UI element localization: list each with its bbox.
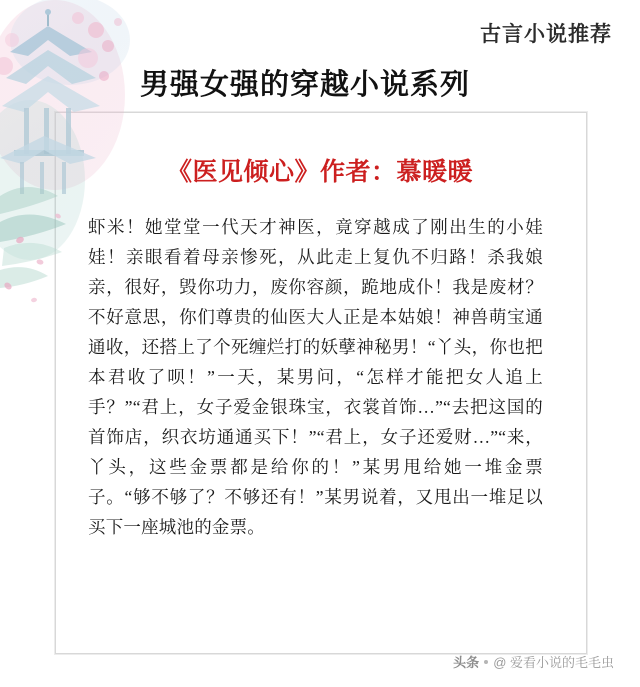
watermark-author: @ 爱看小说的毛毛虫 (493, 655, 614, 670)
watermark (453, 652, 614, 671)
page-kicker: 古言小说推荐 (480, 22, 612, 46)
page-title: 男强女强的穿越小说系列 (139, 69, 470, 101)
toutiao-logo: 头条 (453, 655, 480, 670)
book-title-and-author: 《医见倾心》作者：慕暖暖 (166, 159, 473, 186)
separator-dot-icon (484, 660, 488, 664)
book-synopsis: 虾米！她堂堂一代天才神医，竟穿越成了刚出生的小娃娃！亲眼看着母亲惨死，从此走上复仇不归路！杀我娘亲，很好，毁你功力，废你容颜，跪地成仆！我是废材？不好意思，你们尊贵的仙医大人正是本姑娘！神兽萌宝通通收，还搭上了个死缠烂打的妖孽神秘男！“丫头，你也把本君收了呗！”一天，某男问，“怎样才能把女人追上手？”“君上，女子爱金银珠宝，衣裳首饰…”“去把这国的首饰店，织衣坊通通买下！”“君上，女子还爱财…”“来，丫头，这些金票都是给你的！”某男甩给她一堆金票子。“够不够了？不够还有！”某男说着，又甩出一堆足以买下一座城池的金票。 (88, 217, 543, 537)
